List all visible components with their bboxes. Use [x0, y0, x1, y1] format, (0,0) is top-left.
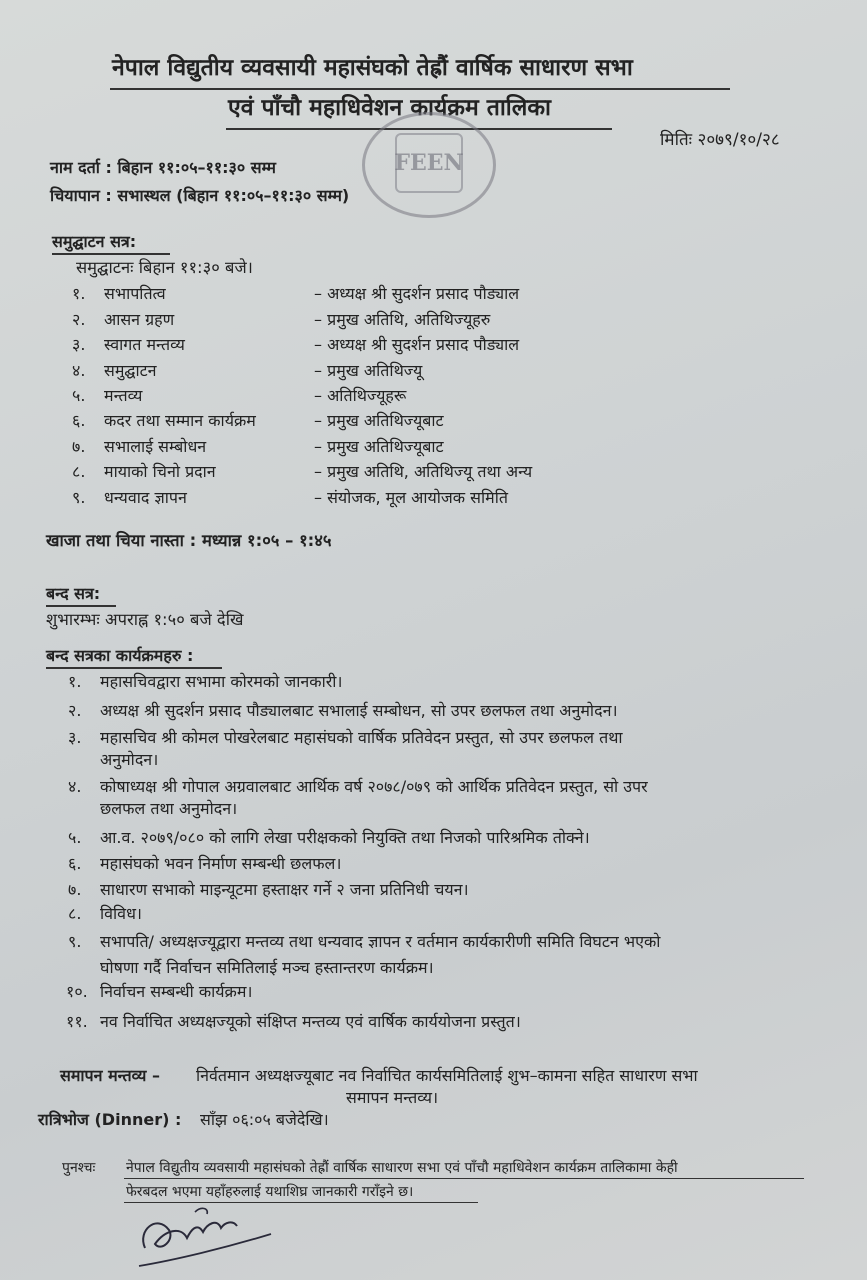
opening-item-no: ८. — [72, 462, 86, 481]
opening-item-by: – अतिथिज्यूहरू — [314, 386, 407, 405]
opening-item-no: ९. — [72, 488, 86, 507]
opening-item-name: सभापतित्व — [104, 284, 166, 303]
opening-item-by: – अध्यक्ष श्री सुदर्शन प्रसाद पौड्याल — [314, 335, 520, 354]
opening-item-name: मायाको चिनो प्रदान — [104, 462, 216, 481]
closed-item-no: १. — [68, 672, 82, 691]
dinner-time: साँझ ०६:०५ बजेदेखि। — [200, 1110, 329, 1129]
opening-item-name: मन्तव्य — [104, 386, 143, 405]
lunch-line: खाजा तथा चिया नास्ता : मध्यान्न १:०५ – १:४५ — [46, 531, 332, 550]
tea-line: चियापान : सभास्थल (बिहान ११:०५–११:३० सम्म) — [50, 186, 350, 205]
closed-item-text: कोषाध्यक्ष श्री गोपाल अग्रवालबाट आर्थिक वर्ष २०७८/०७९ को आर्थिक प्रतिवेदन प्रस्तुत, सो उपर — [100, 777, 648, 796]
opening-item-by: – संयोजक, मूल आयोजक समिति — [314, 488, 508, 507]
closed-item-text: निर्वाचन सम्बन्धी कार्यक्रम। — [100, 982, 253, 1001]
title-line-2: एवं पाँचौ महाधिवेशन कार्यक्रम तालिका — [228, 95, 551, 121]
closed-item-text: महासंघको भवन निर्माण सम्बन्धी छलफल। — [100, 854, 342, 873]
closed-item-text-cont: घोषणा गर्दै निर्वाचन समितिलाई मञ्च हस्तान्तरण कार्यक्रम। — [100, 958, 434, 977]
opening-item-name: समुद्घाटन — [104, 361, 157, 380]
opening-item-by: – प्रमुख अतिथिज्यूबाट — [314, 437, 444, 456]
opening-heading-underline — [52, 253, 170, 255]
opening-session-heading: समुद्घाटन सत्र: — [52, 232, 137, 251]
postscript-underline-1 — [124, 1178, 804, 1179]
closed-item-no: ४. — [68, 777, 82, 796]
closing-remarks-text: निर्वतमान अध्यक्षज्यूबाट नव निर्वाचित कार्यसमितिलाई शुभ–कामना सहित साधारण सभा — [196, 1066, 698, 1085]
closed-item-no: ९. — [68, 932, 82, 951]
opening-item-no: ४. — [72, 361, 86, 380]
closed-item-no: ८. — [68, 904, 82, 923]
closed-item-text: विविध। — [100, 904, 142, 923]
closed-item-no: ३. — [68, 728, 82, 747]
opening-time: समुद्घाटनः बिहान ११:३० बजे। — [76, 258, 253, 277]
opening-item-no: १. — [72, 284, 86, 303]
opening-item-name: धन्यवाद ज्ञापन — [104, 488, 187, 507]
closed-item-text: अध्यक्ष श्री सुदर्शन प्रसाद पौड्यालबाट सभालाई सम्बोधन, सो उपर छलफल तथा अनुमोदन। — [100, 701, 618, 720]
postscript-text-cont: फेरबदल भएमा यहाँहरुलाई यथाशिघ्र जानकारी गराँइने छ। — [126, 1184, 414, 1200]
closed-item-text: महासचिवद्वारा सभामा कोरमको जानकारी। — [100, 672, 343, 691]
closed-session-heading: बन्द सत्र: — [46, 584, 101, 603]
closed-item-text: साधारण सभाको माइन्यूटमा हस्ताक्षर गर्ने २ जना प्रतिनिधी चयन। — [100, 880, 469, 899]
title-line-1: नेपाल विद्युतीय व्यवसायी महासंघको तेह्रौं वार्षिक साधारण सभा — [112, 55, 633, 81]
seal-emblem: FEEN — [395, 133, 463, 193]
closed-item-text: आ.व. २०७९/०८० को लागि लेखा परीक्षकको नियुक्ति तथा निजको पारिश्रमिक तोक्ने। — [100, 828, 590, 847]
opening-item-no: ५. — [72, 386, 86, 405]
closed-program-heading: बन्द सत्रका कार्यक्रमहरु : — [46, 646, 194, 665]
closed-item-no: ११. — [66, 1012, 88, 1031]
closed-item-no: २. — [68, 701, 82, 720]
closed-item-text-cont: छलफल तथा अनुमोदन। — [100, 799, 238, 818]
opening-item-no: २. — [72, 310, 86, 329]
postscript-label: पुनश्चः — [62, 1160, 96, 1176]
document-date: मितिः २०७९/१०/२८ — [660, 130, 780, 150]
closed-session-start: शुभारम्भः अपराह्न १:५० बजे देखि — [46, 610, 244, 629]
opening-item-no: ६. — [72, 411, 86, 430]
closed-item-text-cont: अनुमोदन। — [100, 750, 159, 769]
signature — [135, 1200, 275, 1270]
closed-item-no: ५. — [68, 828, 82, 847]
opening-item-no: ७. — [72, 437, 86, 456]
closed-item-no: ७. — [68, 880, 82, 899]
title-underline-1 — [110, 88, 730, 90]
closed-heading-underline — [46, 605, 116, 607]
opening-item-by: – प्रमुख अतिथि, अतिथिज्यूहरु — [314, 310, 491, 329]
opening-item-by: – प्रमुख अतिथिज्यू — [314, 361, 423, 380]
closed-item-no: १०. — [66, 982, 88, 1001]
opening-item-name: स्वागत मन्तव्य — [104, 335, 185, 354]
opening-item-no: ३. — [72, 335, 86, 354]
opening-item-name: सभालाई सम्बोधन — [104, 437, 207, 456]
opening-item-by: – प्रमुख अतिथिज्यूबाट — [314, 411, 444, 430]
dinner-label: रात्रिभोज (Dinner) : — [38, 1110, 182, 1129]
registration-line: नाम दर्ता : बिहान ११:०५–११:३० सम्म — [50, 158, 276, 177]
closed-program-underline — [46, 667, 222, 669]
opening-item-by: – प्रमुख अतिथि, अतिथिज्यू तथा अन्य — [314, 462, 533, 481]
closing-remarks-label: समापन मन्तव्य – — [60, 1066, 161, 1085]
opening-item-by: – अध्यक्ष श्री सुदर्शन प्रसाद पौड्याल — [314, 284, 520, 303]
opening-item-name: कदर तथा सम्मान कार्यक्रम — [104, 411, 256, 430]
opening-item-name: आसन ग्रहण — [104, 310, 175, 329]
closing-remarks-text-cont: समापन मन्तव्य। — [346, 1088, 439, 1107]
closed-item-text: सभापति/ अध्यक्षज्यूद्वारा मन्तव्य तथा धन्यवाद ज्ञापन र वर्तमान कार्यकारीणी समिति विघटन भएको — [100, 932, 661, 951]
closed-item-no: ६. — [68, 854, 82, 873]
organization-seal — [362, 112, 496, 218]
closed-item-text: महासचिव श्री कोमल पोखरेलबाट महासंघको वार्षिक प्रतिवेदन प्रस्तुत, सो उपर छलफल तथा — [100, 728, 623, 747]
closed-item-text: नव निर्वाचित अध्यक्षज्यूको संक्षिप्त मन्तव्य एवं वार्षिक कार्ययोजना प्रस्तुत। — [100, 1012, 521, 1031]
postscript-text: नेपाल विद्युतीय व्यवसायी महासंघको तेह्रौं वार्षिक साधारण सभा एवं पाँचौ महाधिवेशन कार्यक्रम तालिकामा केही — [126, 1160, 678, 1176]
